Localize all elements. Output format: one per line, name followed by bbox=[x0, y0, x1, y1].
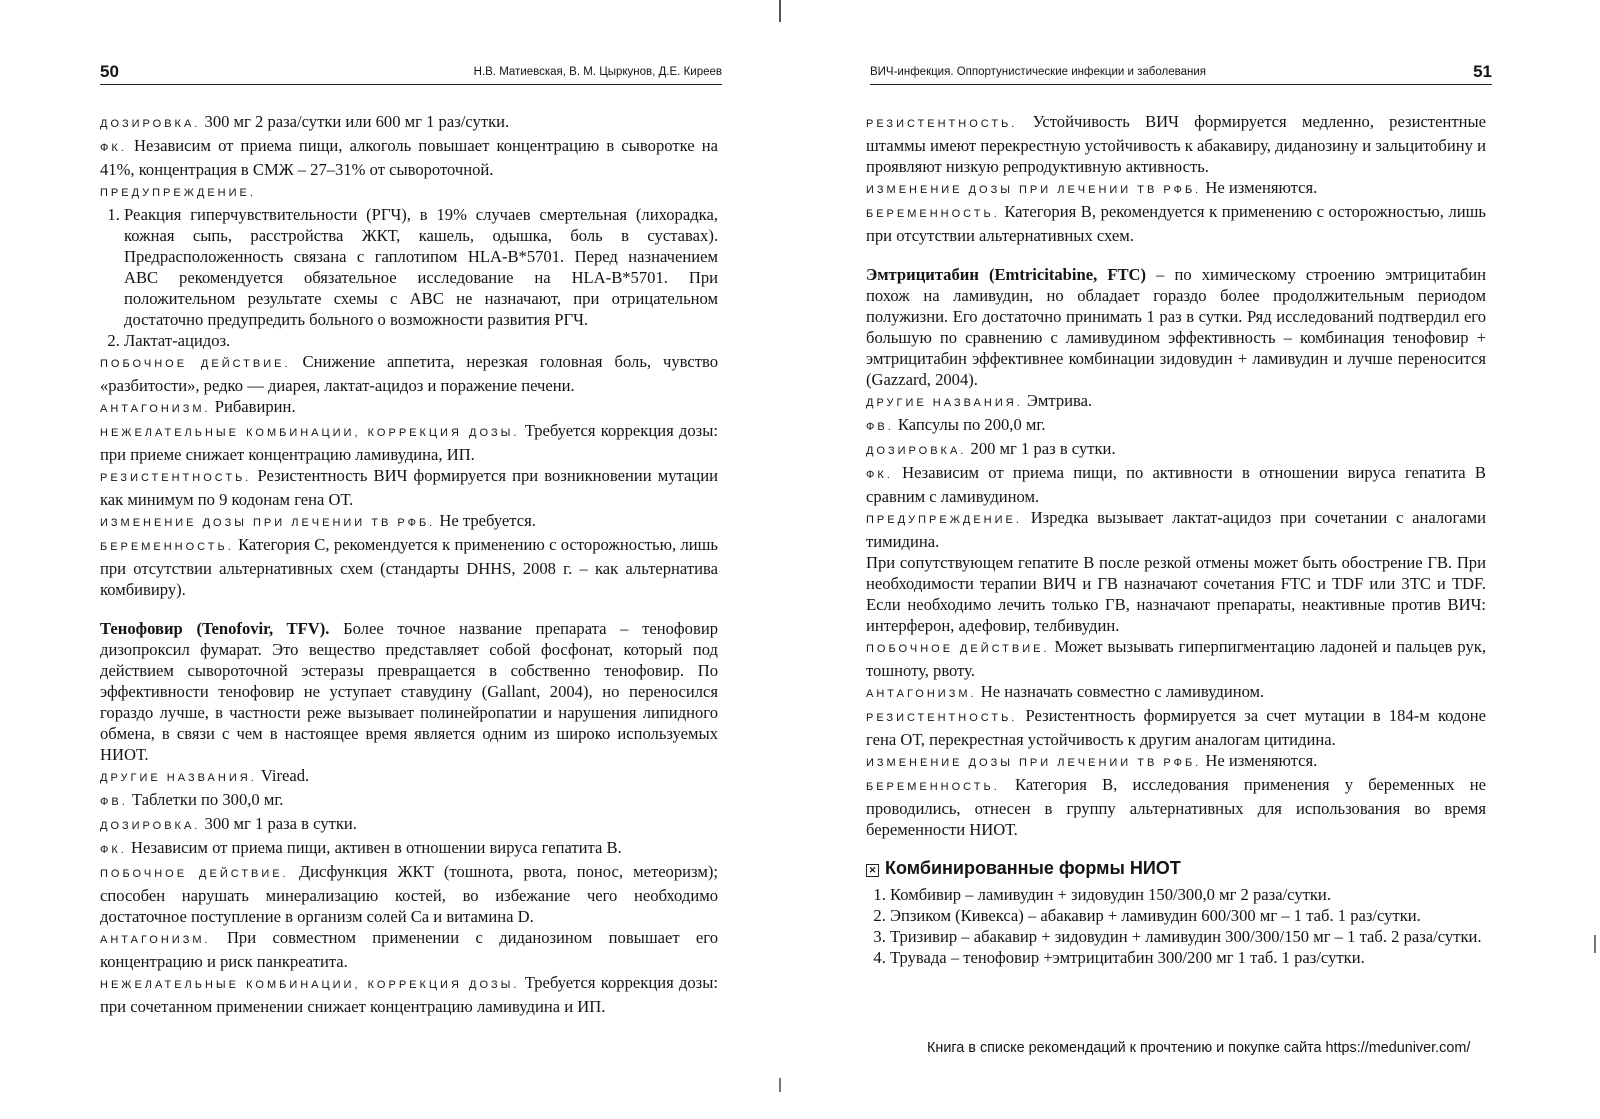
paragraph bbox=[100, 837, 718, 861]
list-item: 4. Трувада – тенофовир +эмтрицитабин 300/200 мг 1 таб. 1 раз/сутки. bbox=[890, 947, 1486, 968]
field-text: Независим от приема пищи, алкоголь повышает концентрацию в сыворотке на 41%, концентрация в СМЖ – 27–31% от сывороточной. bbox=[100, 136, 718, 179]
field-text: Независим от приема пищи, активен в отношении вируса гепатита В. bbox=[130, 838, 622, 857]
field-label: АНТАГОНИЗМ. bbox=[100, 934, 211, 946]
field-text: Резистентность ВИЧ формируется при возникновении мутации как минимум по 9 кодонам гена ОТ. bbox=[100, 466, 718, 509]
field-text: При совместном применении с диданозином повышает его концентрацию и риск панкреатита. bbox=[100, 928, 718, 971]
field-text: Изредка вызывает лактат-ацидоз при сочетании с аналогами тимидина. bbox=[866, 508, 1486, 551]
section-icon: ✕ bbox=[866, 864, 879, 877]
field-text: Может вызывать гиперпигментацию ладоней и пальцев рук, тошноту, рвоту. bbox=[866, 637, 1486, 680]
paragraph bbox=[866, 750, 1486, 774]
left-page-body bbox=[100, 111, 718, 1017]
paragraph bbox=[866, 507, 1486, 552]
field-label: РЕЗИСТЕНТНОСТЬ. bbox=[866, 712, 1018, 724]
paragraph bbox=[100, 510, 718, 534]
left-page-header bbox=[100, 64, 722, 85]
paragraph bbox=[866, 705, 1486, 750]
list-item: 2. Лактат-ацидоз. bbox=[124, 330, 718, 351]
field-label: БЕРЕМЕННОСТЬ. bbox=[866, 208, 1000, 220]
paragraph bbox=[866, 264, 1486, 390]
field-text: Резистентность формируется за счет мутации в 184-м кодоне гена ОТ, перекрестная устойчивость к другим аналогам цитидина. bbox=[866, 706, 1486, 749]
paragraph bbox=[866, 177, 1486, 201]
field-text: Категория В, рекомендуется к применению с осторожностью, лишь при отсутствии альтернативных схем. bbox=[866, 202, 1486, 245]
drug-intro: Более точное название препарата – тенофовир дизопроксил фумарат. Это вещество представляет собой фосфонат, который под действием сывороточной эстеразы превращается в собственно тенофовир. По эффективности тенофовир не уступает ставудину (Gallant, 2004), но переносился гораздо лучше, в частности реже вызывает полинейропатии и нарушения липидного обмена, в связи с чем в настоящее время является одним из широко используемых НИОТ. bbox=[100, 619, 718, 764]
page-number: 50 bbox=[100, 62, 119, 81]
field-label: ПРЕДУПРЕЖДЕНИЕ. bbox=[866, 514, 1022, 526]
paragraph bbox=[866, 681, 1486, 705]
field-label: ПОБОЧНОЕ ДЕЙСТВИЕ. bbox=[100, 358, 291, 370]
field-label: ПОБОЧНОЕ ДЕЙСТВИЕ. bbox=[100, 868, 289, 880]
drug-name: Тенофовир (Tenofovir, TFV). bbox=[100, 619, 330, 638]
field-label: РЕЗИСТЕНТНОСТЬ. bbox=[100, 472, 252, 484]
field-text: Требуется коррекция дозы: при сочетанном применении снижает концентрацию ламивудина и ИП. bbox=[100, 973, 718, 1016]
field-text: Viread. bbox=[260, 766, 310, 785]
paragraph bbox=[100, 813, 718, 837]
field-label: РЕЗИСТЕНТНОСТЬ. bbox=[866, 118, 1018, 130]
paragraph bbox=[866, 390, 1486, 414]
field-label: ФК. bbox=[100, 844, 127, 856]
section-heading bbox=[866, 856, 1486, 880]
list-item: 3. Тризивир – абакавир + зидовудин + ламивудин 300/300/150 мг – 1 таб. 2 раза/сутки. bbox=[890, 926, 1486, 947]
right-page bbox=[800, 0, 1600, 1119]
paragraph bbox=[866, 774, 1486, 840]
field-label: АНТАГОНИЗМ. bbox=[866, 688, 977, 700]
field-label: ФВ. bbox=[866, 421, 894, 433]
paragraph bbox=[866, 636, 1486, 681]
field-label: ИЗМЕНЕНИЕ ДОЗЫ ПРИ ЛЕЧЕНИИ ТВ РФБ. bbox=[866, 757, 1202, 769]
paragraph bbox=[100, 618, 718, 765]
field-text: Капсулы по 200,0 мг. bbox=[897, 415, 1046, 434]
warning-list bbox=[100, 204, 718, 351]
paragraph bbox=[866, 462, 1486, 507]
list-item: 2. Эпзиком (Кивекса) – абакавир + ламивудин 600/300 мг – 1 таб. 1 раз/сутки. bbox=[890, 905, 1486, 926]
paragraph bbox=[100, 465, 718, 510]
paragraph bbox=[100, 351, 718, 396]
drug-name: Эмтрицитабин (Emtricitabine, FTC) bbox=[866, 265, 1147, 284]
field-label: ДОЗИРОВКА. bbox=[100, 820, 201, 832]
field-text: 300 мг 2 раза/сутки или 600 мг 1 раз/сутки. bbox=[204, 112, 510, 131]
field-label: НЕЖЕЛАТЕЛЬНЫЕ КОМБИНАЦИИ, КОРРЕКЦИЯ ДОЗЫ. bbox=[100, 427, 520, 439]
paragraph bbox=[100, 534, 718, 600]
field-text: Не изменяются. bbox=[1205, 751, 1318, 770]
field-label: ФК. bbox=[100, 142, 127, 154]
paragraph bbox=[100, 861, 718, 927]
paragraph bbox=[100, 396, 718, 420]
paragraph bbox=[100, 180, 718, 204]
paragraph bbox=[100, 972, 718, 1017]
field-text: Рибавирин. bbox=[214, 397, 296, 416]
field-text: Эмтрива. bbox=[1026, 391, 1093, 410]
field-text: Не требуется. bbox=[439, 511, 536, 530]
paragraph bbox=[100, 765, 718, 789]
running-header: ВИЧ-инфекция. Оппортунистические инфекции и заболевания bbox=[870, 66, 1206, 78]
section-title: Комбинированные формы НИОТ bbox=[885, 858, 1181, 878]
field-label: ПРЕДУПРЕЖДЕНИЕ. bbox=[100, 187, 256, 199]
right-page-body bbox=[866, 111, 1486, 968]
field-label: АНТАГОНИЗМ. bbox=[100, 403, 211, 415]
field-label: БЕРЕМЕННОСТЬ. bbox=[100, 541, 234, 553]
field-label: ФК. bbox=[866, 469, 893, 481]
field-label: ФВ. bbox=[100, 796, 128, 808]
field-label: ПОБОЧНОЕ ДЕЙСТВИЕ. bbox=[866, 643, 1050, 655]
field-text: Снижение аппетита, нерезкая головная боль, чувство «разбитости», редко — диарея, лактат-ацидоз и поражение печени. bbox=[100, 352, 719, 395]
paragraph bbox=[866, 414, 1486, 438]
footnote: Книга в списке рекомендаций к прочтению и покупке сайта https://meduniver.com/ bbox=[927, 1040, 1471, 1056]
paragraph bbox=[100, 135, 718, 180]
list-item: 1. Комбивир – ламивудин + зидовудин 150/300,0 мг 2 раза/сутки. bbox=[890, 884, 1486, 905]
field-text: Категория В, исследования применения у беременных не проводились, отнесен в группу альтернативных для использования во время беременности НИОТ. bbox=[866, 775, 1486, 839]
field-label: ДРУГИЕ НАЗВАНИЯ. bbox=[100, 772, 257, 784]
field-label: НЕЖЕЛАТЕЛЬНЫЕ КОМБИНАЦИИ, КОРРЕКЦИЯ ДОЗЫ. bbox=[100, 979, 520, 991]
paragraph bbox=[100, 927, 718, 972]
paragraph bbox=[866, 438, 1486, 462]
right-page-header bbox=[870, 64, 1492, 85]
paragraph bbox=[100, 789, 718, 813]
field-text: 300 мг 1 раза в сутки. bbox=[204, 814, 357, 833]
field-text: Независим от приема пищи, по активности в отношении вируса гепатита В сравним с ламивудином. bbox=[866, 463, 1486, 506]
combo-list bbox=[866, 884, 1486, 968]
field-text: Не изменяются. bbox=[1205, 178, 1318, 197]
paragraph: При сопутствующем гепатите В после резкой отмены может быть обострение ГВ. При необходимости терапии ВИЧ и ГВ назначают сочетания FTC и TDF или 3TC и TDF. Если необходимо лечить только ГВ, назначают препараты, неактивные против ВИЧ: интерферон, адефовир, телбивудин. bbox=[866, 553, 1486, 635]
field-label: ДРУГИЕ НАЗВАНИЯ. bbox=[866, 397, 1023, 409]
field-text: Дисфункция ЖКТ (тошнота, рвота, понос, метеоризм); способен нарушать минерализацию костей, во избежание чего необходимо достаточное поступление в организм солей Са и витамина D. bbox=[100, 862, 718, 926]
field-text: Устойчивость ВИЧ формируется медленно, резистентные штаммы имеют перекрестную устойчивость к абакавиру, диданозину и зальцитобину и проявляют низкую репродуктивную активность. bbox=[866, 112, 1486, 176]
field-label: ИЗМЕНЕНИЕ ДОЗЫ ПРИ ЛЕЧЕНИИ ТВ РФБ. bbox=[100, 517, 436, 529]
running-header: Н.В. Матиевская, В. М. Цыркунов, Д.Е. Киреев bbox=[473, 66, 722, 78]
field-label: ИЗМЕНЕНИЕ ДОЗЫ ПРИ ЛЕЧЕНИИ ТВ РФБ. bbox=[866, 184, 1202, 196]
paragraph bbox=[866, 111, 1486, 177]
field-text: Таблетки по 300,0 мг. bbox=[131, 790, 284, 809]
field-label: ДОЗИРОВКА. bbox=[100, 118, 201, 130]
list-item: 1. Реакция гиперчувствительности (РГЧ), в 19% случаев смертельная (лихорадка, кожная сыпь, расстройства ЖКТ, кашель, одышка, боль в суставах). Предрасположенность связана с гаплотипом HLA-B*5701. Перед назначением АВС рекомендуется обязательное исследование на HLA-B*5701. При положительном результате схемы с АВС не назначают, при отрицательном достаточно предупредить больного о возможности развития РГЧ. bbox=[124, 204, 718, 330]
paragraph bbox=[100, 420, 718, 465]
drug-intro: – по химическому строению эмтрицитабин похож на ламивудин, но обладает гораздо более продолжительным периодом полужизни. Его достаточно принимать 1 раз в сутки. Ряд исследований подтвердил его большую по сравнению с ламивудином эффективность – комбинация тенофовир + эмтрицитабин эффективнее комбинации зидовудин + ламивудин и лучше переносится (Gazzard, 2004). bbox=[866, 265, 1486, 389]
field-text: Категория С, рекомендуется к применению с осторожностью, лишь при отсутствии альтернативных схем (стандарты DHHS, 2008 г. – как альтернатива комбивиру). bbox=[100, 535, 718, 599]
paragraph bbox=[100, 111, 718, 135]
field-text: Не назначать совместно с ламивудином. bbox=[980, 682, 1265, 701]
field-text: 200 мг 1 раз в сутки. bbox=[970, 439, 1116, 458]
paragraph bbox=[866, 201, 1486, 246]
field-text: Требуется коррекция дозы: при приеме снижает концентрацию ламивудина, ИП. bbox=[100, 421, 718, 464]
field-label: БЕРЕМЕННОСТЬ. bbox=[866, 781, 1000, 793]
page-number: 51 bbox=[1473, 62, 1492, 81]
field-label: ДОЗИРОВКА. bbox=[866, 445, 967, 457]
